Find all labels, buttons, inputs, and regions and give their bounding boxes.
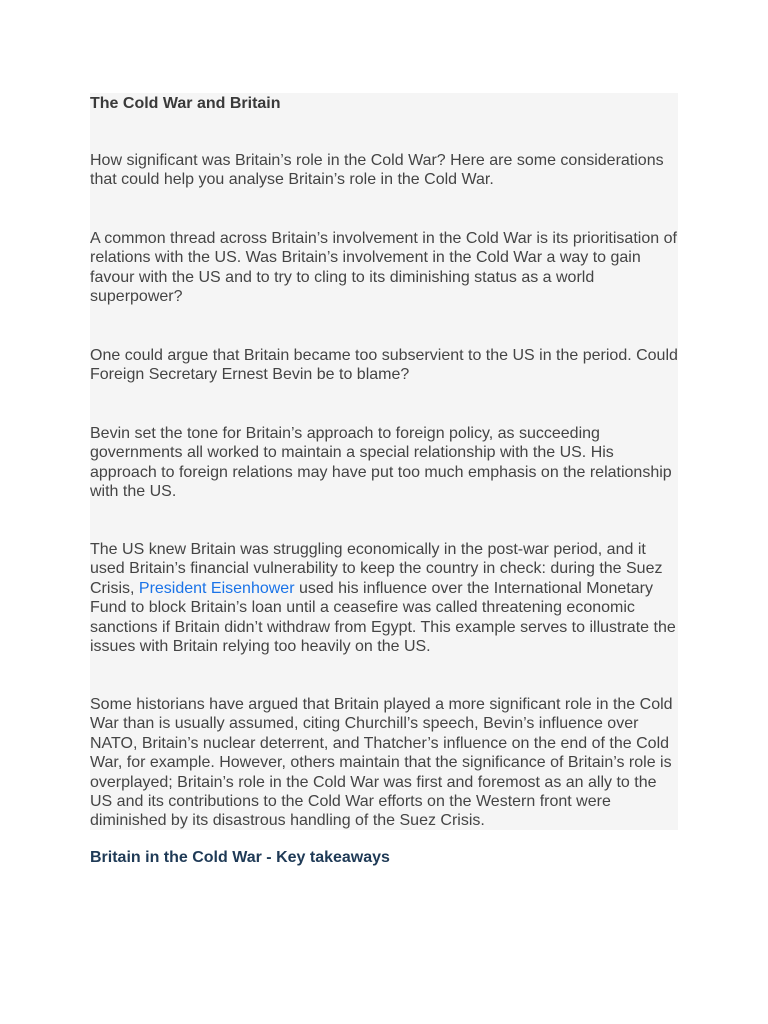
paragraph-suez-text-after: used his influence over the International Monetary Fund to block Britain’s loan until a ceasefire was called threatening economic sanctions if Britain didn’t withdraw from Egypt. This example serves to illustrate the issues with Britain relying too heavily on the US. [90,579,676,656]
eisenhower-link[interactable]: President Eisenhower [138,579,295,597]
document-title: The Cold War and Britain [90,95,281,112]
paragraph-us-relations: A common thread across Britain’s involvement in the Cold War is its prioritisation of relations with the US. Was Britain’s involvement in the Cold War a way to gain favour with the US and to try to cling to its diminishing status as a world superpower? [90,230,677,306]
paragraph-suez-text-before: The US knew Britain was struggling economically in the post-war period, and it used Britain’s financial vulnerability to keep the country in check: during the Suez Crisis, [90,541,663,597]
paragraph-historians: Some historians have argued that Britain played a more significant role in the Cold War than is usually assumed, citing Churchill’s speech, Bevin’s influence over NATO, Britain’s nuclear deterrent, and Thatcher’s influence on the end of the Cold War, for example. However, others maintain that the significance of Britain’s role is overplayed; Britain’s role in the Cold War was first and foremost as an ally to the US and its contributions to the Cold War efforts on the Western front were diminished by its disastrous handling of the Suez Crisis. [90,696,673,830]
paragraph-intro: How significant was Britain’s role in the Cold War? Here are some considerations that could help you analyse Britain’s role in the Cold War. [90,152,664,189]
paragraph-bevin: Bevin set the tone for Britain’s approach to foreign policy, as succeeding governments all worked to maintain a special relationship with the US. His approach to foreign relations may have put too much emphasis on the relationship with the US. [90,425,672,501]
paragraph-subservience: One could argue that Britain became too subservient to the US in the period. Could Foreign Secretary Ernest Bevin be to blame? [90,347,678,384]
key-takeaways-heading: Britain in the Cold War - Key takeaways [90,849,390,866]
paragraph-suez [90,540,680,656]
